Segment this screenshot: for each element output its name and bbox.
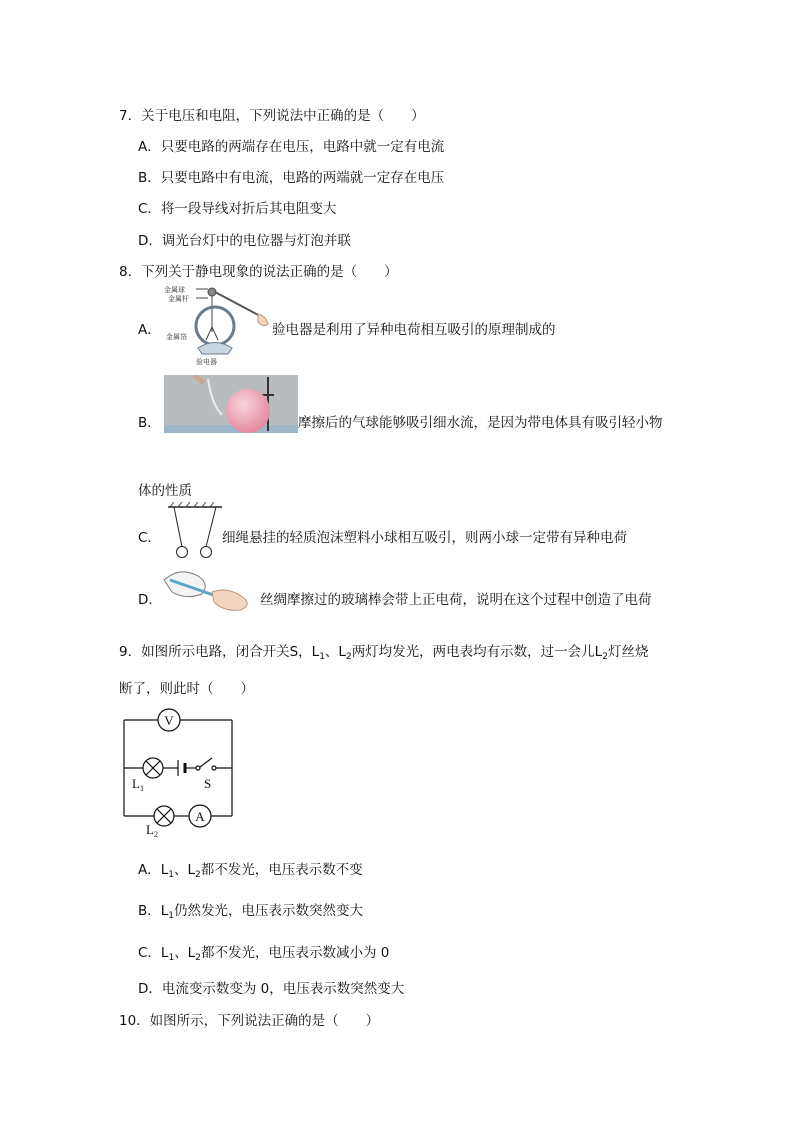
- q9-stem-part2: 、L: [324, 644, 346, 660]
- ball-left: [177, 547, 188, 558]
- electroscope-figure: [162, 282, 272, 368]
- q7-option-b: B．只要电路中有电流，电路的两端就一定存在电压: [138, 170, 445, 186]
- lamp-l1-icon: [143, 758, 163, 778]
- battery-icon: [178, 760, 185, 776]
- q9-option-d: D．电流变示数变为 0，电压表示数突然变大: [138, 981, 405, 997]
- q9-stem-line1: [119, 640, 648, 662]
- q9-option-a: A．$L_1$、$L_2$都不发光，电压表示数不变: [138, 862, 363, 880]
- q8-option-c-label: C．: [138, 530, 161, 546]
- switch-label: S: [204, 776, 212, 791]
- switch-icon: [196, 758, 216, 770]
- q7-option-a: A．只要电路的两端存在电压，电路中就一定有电流: [138, 139, 445, 155]
- q7-option-d: D．调光台灯中的电位器与灯泡并联: [138, 233, 351, 249]
- q9-sub3: 2: [602, 652, 608, 662]
- metal-ball: [208, 288, 216, 296]
- balloon-water-photo: [164, 375, 298, 433]
- lamp-l2-icon: [154, 806, 174, 826]
- q8-option-b-label: B．: [138, 415, 161, 431]
- q8-option-a-label: A．: [138, 322, 161, 338]
- q10-stem: 10．如图所示，下列说法正确的是（ ）: [119, 1013, 380, 1029]
- q8-option-c-text: 细绳悬挂的轻质泡沫塑料小球相互吸引，则两小球一定带有异种电荷: [222, 530, 627, 546]
- q9-sub1: 1: [319, 652, 325, 662]
- lamp-l1-label: $L_1$: [132, 776, 144, 793]
- q7-option-c: C．将一段导线对折后其电阻变大: [138, 201, 337, 217]
- circuit-diagram: [118, 706, 240, 838]
- metal-foil-right: [212, 327, 218, 340]
- q8-option-d-text: 丝绸摩擦过的玻璃棒会带上正电荷，说明在这个过程中创造了电荷: [260, 592, 652, 608]
- hand: [212, 590, 247, 610]
- string-right: [206, 507, 216, 547]
- label-electroscope: 验电器: [196, 358, 217, 366]
- q9-stem-part1: 9．如图所示电路，闭合开关S，L: [119, 644, 320, 660]
- metal-foil-left: [206, 327, 212, 340]
- q9-stem-part3: 两灯均发光，两电表均有示数，过一会儿L: [351, 644, 603, 660]
- q9-stem-part4: 灯丝烧: [607, 644, 649, 660]
- ball-right: [201, 547, 212, 558]
- q8-stem: 8．下列关于静电现象的说法正确的是（ ）: [119, 264, 398, 280]
- water-tray: [164, 425, 298, 433]
- silk-glass-rod-figure: [162, 562, 258, 614]
- q8-option-a-text: 验电器是利用了异种电荷相互吸引的原理制成的: [272, 322, 556, 338]
- label-metal-foil: 金属箔: [166, 333, 187, 341]
- q9-option-c: C．$L_1$、$L_2$都不发光，电压表示数减小为 0: [138, 945, 390, 963]
- q8-option-d-label: D．: [138, 592, 162, 608]
- q9-sub2: 2: [345, 652, 352, 662]
- electroscope-ring: [196, 307, 234, 345]
- hanging-balls-figure: [164, 502, 226, 562]
- lamp-l2-label: $L_2$: [146, 822, 158, 838]
- q9-option-b: B．$L_1$仍然发光，电压表示数突然变大: [138, 903, 364, 921]
- ammeter-label: A: [195, 809, 205, 824]
- hand: [258, 314, 268, 326]
- string-left: [174, 507, 182, 547]
- label-metal-ball: 金属球: [164, 286, 185, 294]
- charged-rod: [215, 292, 262, 317]
- electroscope-base: [198, 343, 232, 355]
- balloon: [226, 389, 270, 433]
- q8-option-b-text-cont: 体的性质: [138, 483, 192, 499]
- q7-stem: 7．关于电压和电阻，下列说法中正确的是（ ）: [119, 108, 425, 124]
- q8-option-b-text: 摩擦后的气球能够吸引细水流，是因为带电体具有吸引轻小物: [298, 415, 663, 431]
- q9-stem-line2: 断了，则此时（ ）: [119, 681, 254, 697]
- label-metal-rod: 金属杆: [168, 295, 189, 303]
- voltmeter-label: V: [164, 713, 174, 728]
